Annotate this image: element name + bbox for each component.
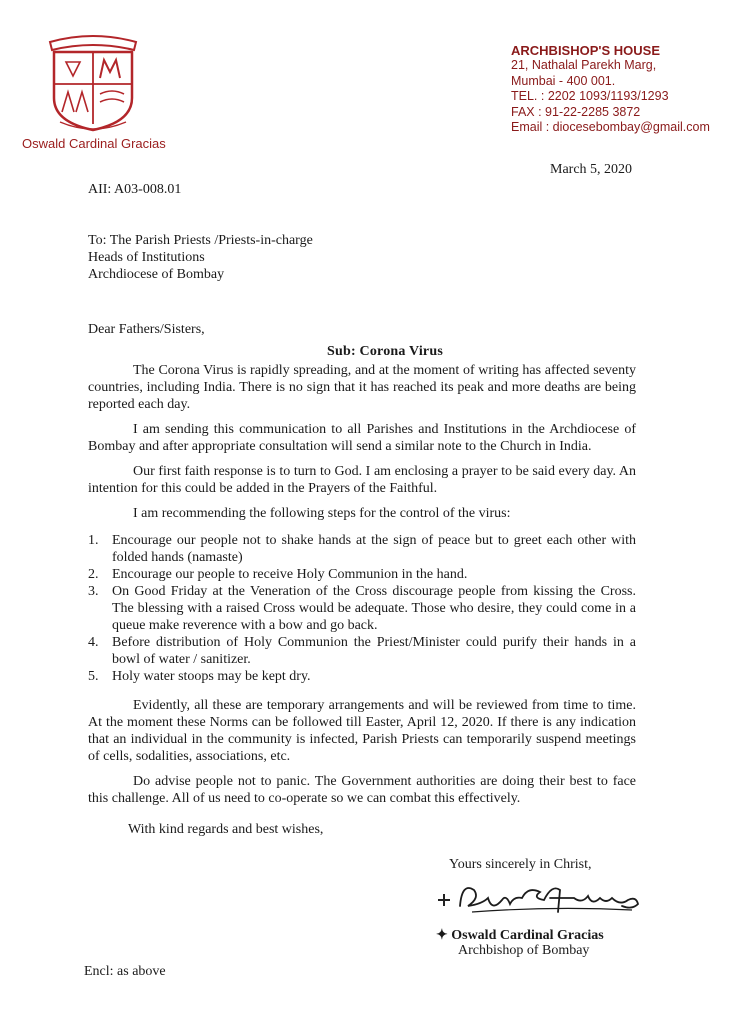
paragraph-3: Our first faith response is to turn to God. I am enclosing a prayer to be said every day. An intention for this could be added in the Prayers of the Faithful. <box>88 464 636 496</box>
list-item: 2. Encourage our people to receive Holy Communion in the hand. <box>88 567 468 582</box>
enclosure-note: Encl: as above <box>84 964 166 979</box>
archdiocese-crest-logo <box>46 32 140 134</box>
list-item: 4. Before distribution of Holy Communion the Priest/Minister could purify their hands in a bowl of water / sanitizer. <box>88 635 636 667</box>
address-line-1: 21, Nathalal Parekh Marg, <box>511 58 657 73</box>
address-line-2: Mumbai - 400 001. <box>511 73 616 88</box>
paragraph-5: Evidently, all these are temporary arrangements and will be reviewed from time to time. At the moment these Norms can be followed till Easter, April 12, 2020. If there is any indication that an individual in the community is infected, Parish Priests can temporarily suspend meetings of cells, sodalities, associations, etc. <box>88 698 636 764</box>
recipients-block <box>88 232 313 283</box>
list-item: 1. Encourage our people not to shake hands at the sign of peace but to greet each other with folded hands (namaste) <box>88 533 636 565</box>
salutation: Dear Fathers/Sisters, <box>88 322 205 337</box>
paragraph-4: I am recommending the following steps for the control of the virus: <box>133 506 511 521</box>
letterhead-address-block <box>511 43 710 135</box>
subject-line <box>0 344 734 360</box>
handwritten-signature <box>432 876 652 928</box>
closing-line: Yours sincerely in Christ, <box>449 857 592 872</box>
signer-title: Archbishop of Bombay <box>458 943 590 958</box>
address-tel: TEL. : 2202 1093/1193/1293 <box>511 89 669 104</box>
subject-text: Sub: Corona Virus <box>327 344 443 359</box>
recipient-line-3: Archdiocese of Bombay <box>88 267 225 282</box>
paragraph-2: I am sending this communication to all Parishes and Institutions in the Archdiocese of Bombay and after appropriate consultation will send a similar note to the Church in India. <box>88 422 636 454</box>
list-item: 3. On Good Friday at the Veneration of the Cross discourage people from kissing the Cross. The blessing with a raised Cross would be adequate. Those who desire, they could come in a queue make reverence with a bow and go back. <box>88 584 636 633</box>
address-title: ARCHBISHOP'S HOUSE <box>511 43 660 58</box>
address-fax: FAX : 91-22-2285 3872 <box>511 104 641 119</box>
steps-list <box>88 532 636 685</box>
address-email: Email : diocesebombay@gmail.com <box>511 120 710 135</box>
regards-line: With kind regards and best wishes, <box>128 822 324 837</box>
reference-number: AII: A03-008.01 <box>88 182 182 197</box>
letter-body <box>88 362 636 815</box>
signer-name: ✦ Oswald Cardinal Gracias <box>436 928 604 943</box>
letterhead-cardinal-name: Oswald Cardinal Gracias <box>22 136 166 151</box>
letter-date: March 5, 2020 <box>550 162 633 177</box>
recipient-line-1: To: The Parish Priests /Priests-in-charge <box>88 233 313 248</box>
recipient-line-2: Heads of Institutions <box>88 250 205 265</box>
list-item: 5. Holy water stoops may be kept dry. <box>88 669 311 684</box>
paragraph-1: The Corona Virus is rapidly spreading, and at the moment of writing has affected seventy countries, including India. There is no sign that it has reached its peak and more deaths are being reported each day. <box>88 363 636 412</box>
paragraph-6: Do advise people not to panic. The Government authorities are doing their best to face this challenge. All of us need to co-operate so we can combat this effectively. <box>88 774 636 806</box>
